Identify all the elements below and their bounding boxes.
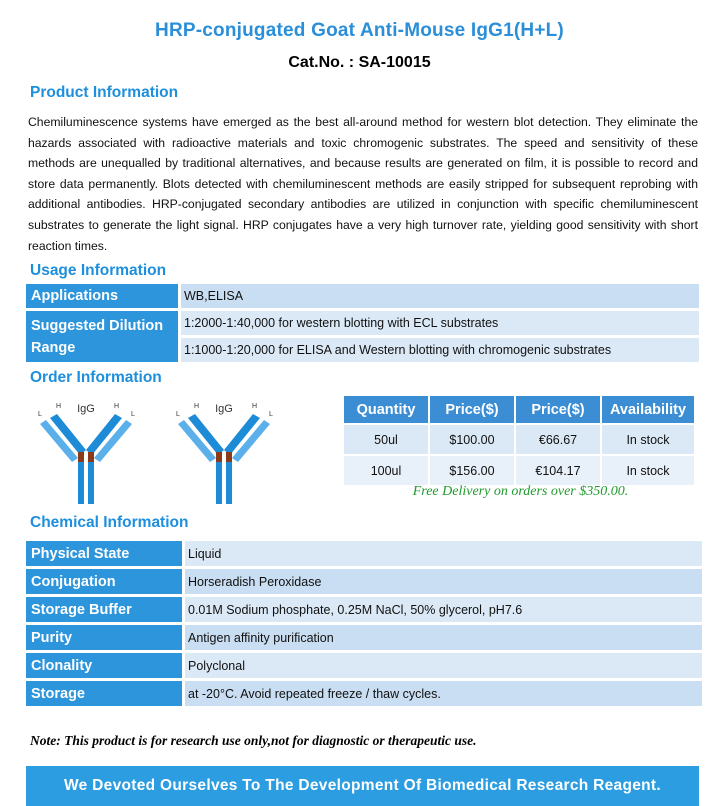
svg-text:H: H	[114, 403, 120, 410]
table-row	[26, 625, 702, 650]
table-row	[26, 569, 702, 594]
table-row	[26, 597, 702, 622]
applications-value: WB,ELISA	[181, 284, 699, 308]
availability-cell: In stock	[602, 456, 694, 485]
clonality-value: Polyclonal	[185, 653, 702, 678]
svg-text:IgG: IgG	[215, 403, 233, 415]
table-row	[344, 456, 694, 485]
purity-value: Antigen affinity purification	[185, 625, 702, 650]
antibody-icon-left	[38, 403, 135, 504]
applications-label: Applications	[26, 284, 178, 308]
dilution-value-elisa: 1:1000-1:20,000 for ELISA and Western blotting with chromogenic substrates	[181, 338, 699, 362]
research-use-note: Note: This product is for research use only,not for diagnostic or therapeutic use.	[30, 733, 477, 748]
storage-buffer-label: Storage Buffer	[26, 597, 185, 622]
table-row	[26, 653, 702, 678]
storage-buffer-value: 0.01M Sodium phosphate, 0.25M NaCl, 50% glycerol, pH7.6	[185, 597, 702, 622]
price-eur-cell: €104.17	[516, 456, 600, 485]
header-quantity: Quantity	[344, 396, 428, 423]
dilution-label: Suggested Dilution Range	[26, 311, 178, 362]
svg-text:H: H	[56, 403, 62, 410]
table-row	[26, 541, 702, 566]
chemical-table	[26, 538, 702, 709]
catalog-number: Cat.No. : SA-10015	[288, 54, 431, 71]
section-product-information: Product Information	[30, 84, 179, 101]
svg-text:L: L	[131, 411, 135, 418]
price-eur-cell: €66.67	[516, 425, 600, 454]
section-order-information: Order Information	[30, 369, 162, 386]
svg-text:L: L	[38, 411, 42, 418]
physical-state-label: Physical State	[26, 541, 185, 566]
footer-banner: We Devoted Ourselves To The Development Of Biomedical Research Reagent.	[26, 766, 699, 806]
usage-table	[26, 284, 699, 362]
storage-label: Storage	[26, 681, 185, 706]
table-row	[26, 681, 702, 706]
availability-cell: In stock	[602, 425, 694, 454]
physical-state-value: Liquid	[185, 541, 702, 566]
conjugation-label: Conjugation	[26, 569, 185, 594]
svg-text:H: H	[194, 403, 200, 410]
free-delivery-note: Free Delivery on orders over $350.00.	[412, 484, 629, 499]
table-row	[344, 425, 694, 454]
quantity-cell: 50ul	[344, 425, 428, 454]
storage-value: at -20°C. Avoid repeated freeze / thaw cycles.	[185, 681, 702, 706]
svg-text:L: L	[269, 411, 273, 418]
order-table	[342, 394, 696, 487]
header-availability: Availability	[602, 396, 694, 423]
section-chemical-information: Chemical Information	[30, 514, 189, 531]
product-description: Chemiluminescence systems have emerged as the best all-around method for western blot detection. They eliminate the hazards associated with radioactive materials and toxic chromogenic substrates. The speed and sensitivity of these methods are unequalled by traditional alternatives, and because results are generated on film, it is possible to record and store data permanently. Blots detected with chemiluminescent methods are easily stripped for subsequent reprobing with additional antibodies. HRP-conjugated secondary antibodies are utilized in conjunction with specific chemiluminescent substrates to generate the light signal. HRP conjugates have a very high turnover rate, yielding good sensitivity with short reaction times.	[28, 115, 698, 253]
conjugation-value: Horseradish Peroxidase	[185, 569, 702, 594]
price-usd-cell: $156.00	[430, 456, 514, 485]
clonality-label: Clonality	[26, 653, 185, 678]
svg-text:IgG: IgG	[77, 403, 95, 415]
dilution-value-ecl: 1:2000-1:40,000 for western blotting with ECL substrates	[181, 311, 699, 335]
quantity-cell: 100ul	[344, 456, 428, 485]
svg-text:L: L	[176, 411, 180, 418]
price-usd-cell: $100.00	[430, 425, 514, 454]
purity-label: Purity	[26, 625, 185, 650]
section-usage-information: Usage Information	[30, 262, 167, 279]
svg-text:H: H	[252, 403, 258, 410]
page-title: HRP-conjugated Goat Anti-Mouse IgG1(H+L)	[155, 20, 564, 41]
order-table-header	[344, 396, 694, 423]
antibody-icon-right	[176, 403, 273, 504]
header-price-eur: Price($)	[516, 396, 600, 423]
antibody-illustrations	[34, 398, 294, 506]
header-price-usd: Price($)	[430, 396, 514, 423]
